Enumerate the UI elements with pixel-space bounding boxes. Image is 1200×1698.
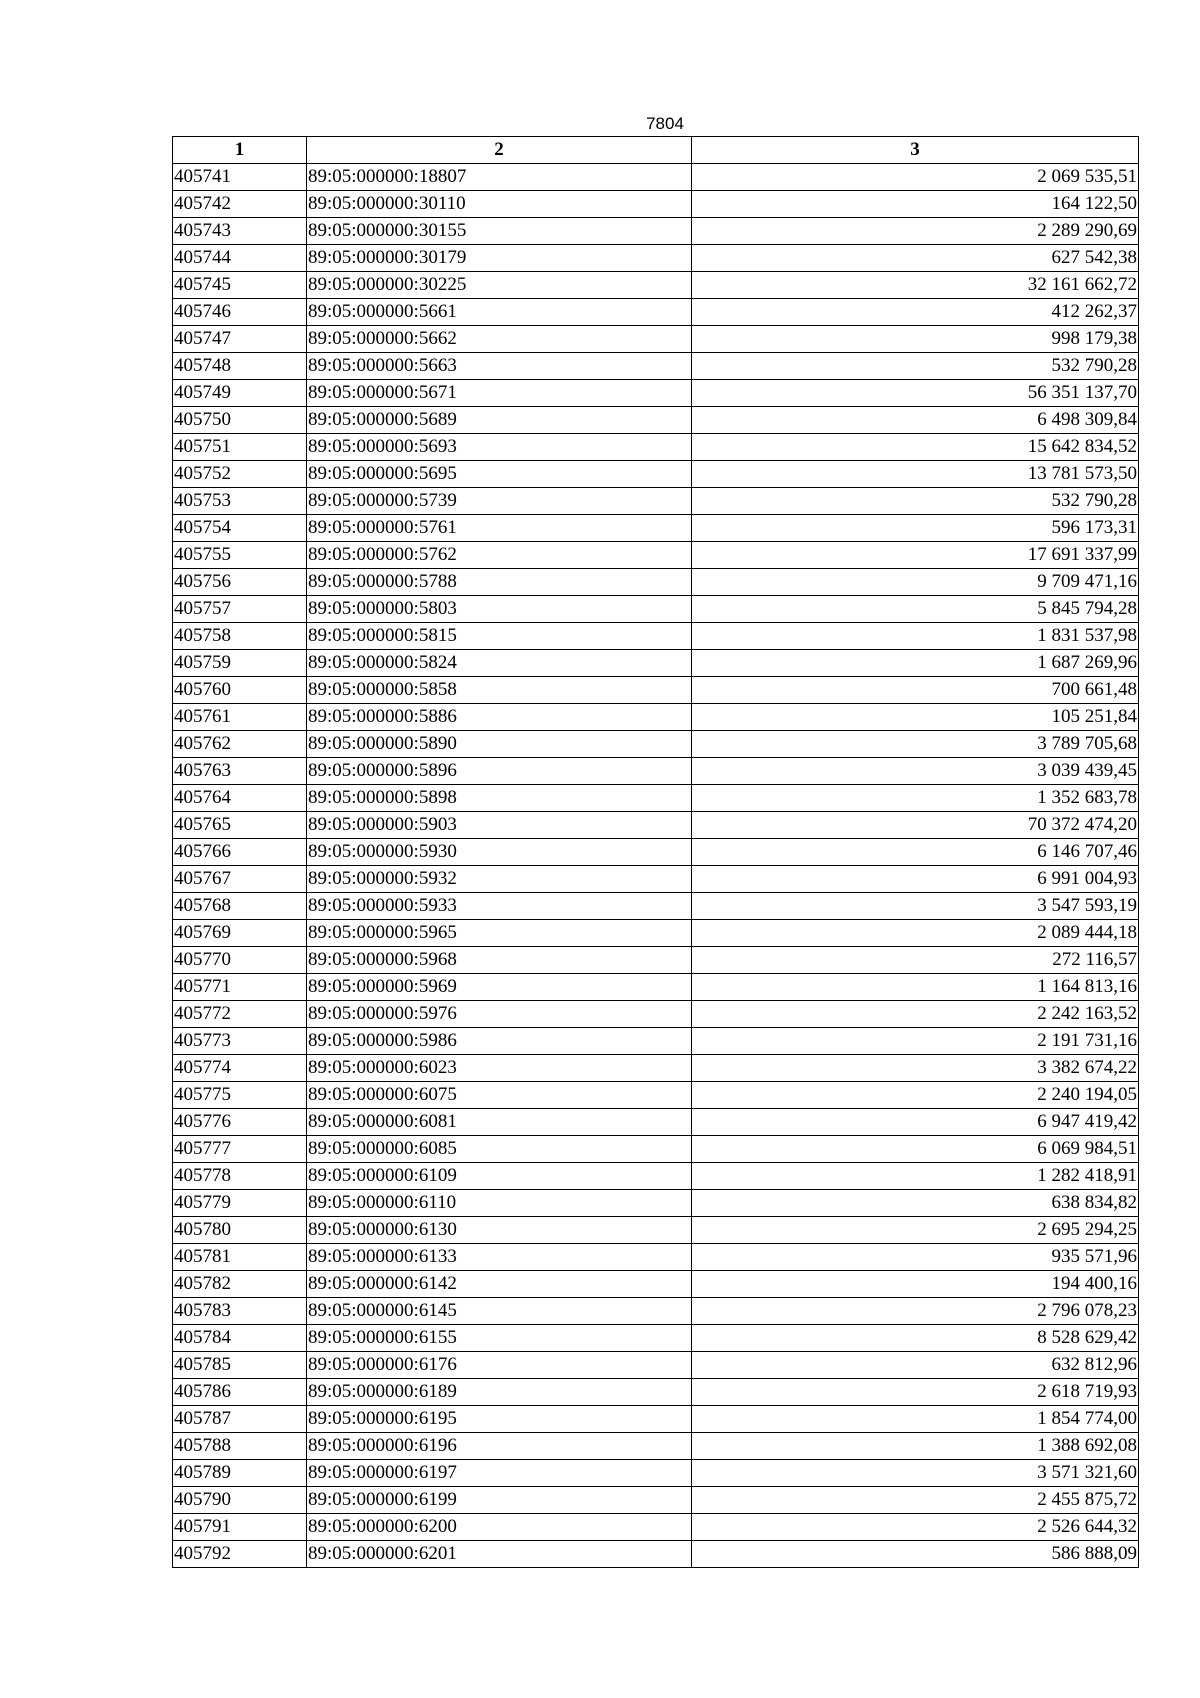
row-number-cell: 405774: [173, 1055, 307, 1082]
table-row: [173, 758, 1139, 785]
value-cell: 596 173,31: [692, 515, 1139, 542]
table-row: [173, 353, 1139, 380]
value-cell: 1 854 774,00: [692, 1406, 1139, 1433]
cadastral-number-cell: 89:05:000000:5824: [307, 650, 692, 677]
table-row: [173, 461, 1139, 488]
row-number-cell: 405778: [173, 1163, 307, 1190]
row-number-cell: 405742: [173, 191, 307, 218]
cadastral-number-cell: 89:05:000000:6081: [307, 1109, 692, 1136]
cadastral-number-cell: 89:05:000000:30225: [307, 272, 692, 299]
row-number-cell: 405771: [173, 974, 307, 1001]
table-row: [173, 812, 1139, 839]
row-number-cell: 405743: [173, 218, 307, 245]
row-number-cell: 405780: [173, 1217, 307, 1244]
cadastral-number-cell: 89:05:000000:5671: [307, 380, 692, 407]
row-number-cell: 405747: [173, 326, 307, 353]
value-cell: 6 069 984,51: [692, 1136, 1139, 1163]
cadastral-number-cell: 89:05:000000:5930: [307, 839, 692, 866]
value-cell: 6 498 309,84: [692, 407, 1139, 434]
table-row: [173, 677, 1139, 704]
row-number-cell: 405784: [173, 1325, 307, 1352]
value-cell: 1 164 813,16: [692, 974, 1139, 1001]
row-number-cell: 405766: [173, 839, 307, 866]
value-cell: 3 547 593,19: [692, 893, 1139, 920]
table-row: [173, 1190, 1139, 1217]
cadastral-number-cell: 89:05:000000:6201: [307, 1541, 692, 1568]
row-number-cell: 405776: [173, 1109, 307, 1136]
value-cell: 70 372 474,20: [692, 812, 1139, 839]
value-cell: 2 618 719,93: [692, 1379, 1139, 1406]
table-row: [173, 893, 1139, 920]
table-row: [173, 623, 1139, 650]
row-number-cell: 405790: [173, 1487, 307, 1514]
table-row: [173, 731, 1139, 758]
cadastral-number-cell: 89:05:000000:5695: [307, 461, 692, 488]
data-table: [172, 136, 1139, 1568]
table-row: [173, 866, 1139, 893]
value-cell: 2 695 294,25: [692, 1217, 1139, 1244]
table-row: [173, 920, 1139, 947]
table-row: [173, 218, 1139, 245]
value-cell: 1 282 418,91: [692, 1163, 1139, 1190]
value-cell: 272 116,57: [692, 947, 1139, 974]
row-number-cell: 405777: [173, 1136, 307, 1163]
value-cell: 1 831 537,98: [692, 623, 1139, 650]
table-row: [173, 974, 1139, 1001]
value-cell: 6 991 004,93: [692, 866, 1139, 893]
cadastral-number-cell: 89:05:000000:5815: [307, 623, 692, 650]
row-number-cell: 405785: [173, 1352, 307, 1379]
row-number-cell: 405757: [173, 596, 307, 623]
table-row: [173, 245, 1139, 272]
row-number-cell: 405781: [173, 1244, 307, 1271]
cadastral-number-cell: 89:05:000000:30110: [307, 191, 692, 218]
table-row: [173, 839, 1139, 866]
value-cell: 3 789 705,68: [692, 731, 1139, 758]
cadastral-number-cell: 89:05:000000:6176: [307, 1352, 692, 1379]
value-cell: 32 161 662,72: [692, 272, 1139, 299]
cadastral-number-cell: 89:05:000000:6155: [307, 1325, 692, 1352]
cadastral-number-cell: 89:05:000000:6200: [307, 1514, 692, 1541]
cadastral-number-cell: 89:05:000000:5762: [307, 542, 692, 569]
cadastral-number-cell: 89:05:000000:5969: [307, 974, 692, 1001]
cadastral-number-cell: 89:05:000000:5661: [307, 299, 692, 326]
table-row: [173, 1109, 1139, 1136]
value-cell: 3 039 439,45: [692, 758, 1139, 785]
table-row: [173, 488, 1139, 515]
table-body: [173, 164, 1139, 1568]
cadastral-number-cell: 89:05:000000:6145: [307, 1298, 692, 1325]
cadastral-number-cell: 89:05:000000:5986: [307, 1028, 692, 1055]
cadastral-number-cell: 89:05:000000:5933: [307, 893, 692, 920]
table-row: [173, 1082, 1139, 1109]
row-number-cell: 405775: [173, 1082, 307, 1109]
value-cell: 3 571 321,60: [692, 1460, 1139, 1487]
table-row: [173, 1541, 1139, 1568]
table-row: [173, 1325, 1139, 1352]
table-row: [173, 1514, 1139, 1541]
row-number-cell: 405761: [173, 704, 307, 731]
table-row: [173, 1352, 1139, 1379]
table-row: [173, 1028, 1139, 1055]
row-number-cell: 405767: [173, 866, 307, 893]
value-cell: 5 845 794,28: [692, 596, 1139, 623]
cadastral-number-cell: 89:05:000000:6109: [307, 1163, 692, 1190]
table-row: [173, 1001, 1139, 1028]
row-number-cell: 405755: [173, 542, 307, 569]
table-row: [173, 947, 1139, 974]
value-cell: 998 179,38: [692, 326, 1139, 353]
value-cell: 6 947 419,42: [692, 1109, 1139, 1136]
value-cell: 2 240 194,05: [692, 1082, 1139, 1109]
value-cell: 1 388 692,08: [692, 1433, 1139, 1460]
cadastral-number-cell: 89:05:000000:5976: [307, 1001, 692, 1028]
value-cell: 2 191 731,16: [692, 1028, 1139, 1055]
value-cell: 935 571,96: [692, 1244, 1139, 1271]
value-cell: 2 289 290,69: [692, 218, 1139, 245]
row-number-cell: 405758: [173, 623, 307, 650]
cadastral-number-cell: 89:05:000000:5693: [307, 434, 692, 461]
value-cell: 8 528 629,42: [692, 1325, 1139, 1352]
table-row: [173, 1487, 1139, 1514]
value-cell: 2 455 875,72: [692, 1487, 1139, 1514]
cadastral-number-cell: 89:05:000000:6189: [307, 1379, 692, 1406]
value-cell: 1 687 269,96: [692, 650, 1139, 677]
table-row: [173, 569, 1139, 596]
row-number-cell: 405772: [173, 1001, 307, 1028]
table-row: [173, 704, 1139, 731]
row-number-cell: 405744: [173, 245, 307, 272]
row-number-cell: 405746: [173, 299, 307, 326]
row-number-cell: 405753: [173, 488, 307, 515]
table-row: [173, 191, 1139, 218]
table-row: [173, 407, 1139, 434]
row-number-cell: 405751: [173, 434, 307, 461]
cadastral-number-cell: 89:05:000000:5898: [307, 785, 692, 812]
value-cell: 532 790,28: [692, 488, 1139, 515]
value-cell: 586 888,09: [692, 1541, 1139, 1568]
cadastral-number-cell: 89:05:000000:5903: [307, 812, 692, 839]
value-cell: 6 146 707,46: [692, 839, 1139, 866]
value-cell: 2 242 163,52: [692, 1001, 1139, 1028]
table-row: [173, 785, 1139, 812]
value-cell: 13 781 573,50: [692, 461, 1139, 488]
column-header-1: 1: [173, 137, 307, 164]
table-row: [173, 596, 1139, 623]
table-row: [173, 650, 1139, 677]
row-number-cell: 405765: [173, 812, 307, 839]
cadastral-number-cell: 89:05:000000:5968: [307, 947, 692, 974]
value-cell: 1 352 683,78: [692, 785, 1139, 812]
cadastral-number-cell: 89:05:000000:30155: [307, 218, 692, 245]
table-row: [173, 326, 1139, 353]
table-row: [173, 272, 1139, 299]
column-header-2: 2: [307, 137, 692, 164]
cadastral-number-cell: 89:05:000000:5896: [307, 758, 692, 785]
row-number-cell: 405748: [173, 353, 307, 380]
row-number-cell: 405745: [173, 272, 307, 299]
row-number-cell: 405770: [173, 947, 307, 974]
cadastral-number-cell: 89:05:000000:6197: [307, 1460, 692, 1487]
row-number-cell: 405779: [173, 1190, 307, 1217]
table-row: [173, 542, 1139, 569]
table-row: [173, 434, 1139, 461]
table-row: [173, 1460, 1139, 1487]
value-cell: 2 526 644,32: [692, 1514, 1139, 1541]
value-cell: 15 642 834,52: [692, 434, 1139, 461]
table-row: [173, 1163, 1139, 1190]
cadastral-number-cell: 89:05:000000:5932: [307, 866, 692, 893]
table-row: [173, 1379, 1139, 1406]
table-row: [173, 1217, 1139, 1244]
value-cell: 627 542,38: [692, 245, 1139, 272]
value-cell: 3 382 674,22: [692, 1055, 1139, 1082]
table-row: [173, 1244, 1139, 1271]
value-cell: 9 709 471,16: [692, 569, 1139, 596]
value-cell: 638 834,82: [692, 1190, 1139, 1217]
value-cell: 532 790,28: [692, 353, 1139, 380]
row-number-cell: 405764: [173, 785, 307, 812]
row-number-cell: 405754: [173, 515, 307, 542]
row-number-cell: 405749: [173, 380, 307, 407]
cadastral-number-cell: 89:05:000000:5858: [307, 677, 692, 704]
value-cell: 632 812,96: [692, 1352, 1139, 1379]
cadastral-number-cell: 89:05:000000:6142: [307, 1271, 692, 1298]
row-number-cell: 405763: [173, 758, 307, 785]
row-number-cell: 405792: [173, 1541, 307, 1568]
row-number-cell: 405786: [173, 1379, 307, 1406]
row-number-cell: 405783: [173, 1298, 307, 1325]
row-number-cell: 405787: [173, 1406, 307, 1433]
cadastral-number-cell: 89:05:000000:5662: [307, 326, 692, 353]
cadastral-number-cell: 89:05:000000:5788: [307, 569, 692, 596]
value-cell: 2 069 535,51: [692, 164, 1139, 191]
cadastral-number-cell: 89:05:000000:6199: [307, 1487, 692, 1514]
value-cell: 2 796 078,23: [692, 1298, 1139, 1325]
row-number-cell: 405760: [173, 677, 307, 704]
row-number-cell: 405756: [173, 569, 307, 596]
cadastral-number-cell: 89:05:000000:6023: [307, 1055, 692, 1082]
table-row: [173, 380, 1139, 407]
table-header-row: [173, 137, 1139, 164]
cadastral-number-cell: 89:05:000000:6195: [307, 1406, 692, 1433]
cadastral-number-cell: 89:05:000000:6196: [307, 1433, 692, 1460]
row-number-cell: 405752: [173, 461, 307, 488]
row-number-cell: 405788: [173, 1433, 307, 1460]
row-number-cell: 405759: [173, 650, 307, 677]
value-cell: 56 351 137,70: [692, 380, 1139, 407]
value-cell: 700 661,48: [692, 677, 1139, 704]
cadastral-number-cell: 89:05:000000:6110: [307, 1190, 692, 1217]
cadastral-number-cell: 89:05:000000:6085: [307, 1136, 692, 1163]
cadastral-number-cell: 89:05:000000:5663: [307, 353, 692, 380]
value-cell: 2 089 444,18: [692, 920, 1139, 947]
cadastral-number-cell: 89:05:000000:6133: [307, 1244, 692, 1271]
cadastral-number-cell: 89:05:000000:5739: [307, 488, 692, 515]
cadastral-number-cell: 89:05:000000:30179: [307, 245, 692, 272]
column-header-3: 3: [692, 137, 1139, 164]
row-number-cell: 405791: [173, 1514, 307, 1541]
value-cell: 412 262,37: [692, 299, 1139, 326]
row-number-cell: 405750: [173, 407, 307, 434]
row-number-cell: 405741: [173, 164, 307, 191]
cadastral-number-cell: 89:05:000000:5803: [307, 596, 692, 623]
table-row: [173, 164, 1139, 191]
table-row: [173, 1433, 1139, 1460]
table-row: [173, 1136, 1139, 1163]
cadastral-number-cell: 89:05:000000:5890: [307, 731, 692, 758]
cadastral-number-cell: 89:05:000000:5689: [307, 407, 692, 434]
table-row: [173, 1055, 1139, 1082]
row-number-cell: 405789: [173, 1460, 307, 1487]
table-row: [173, 1406, 1139, 1433]
cadastral-number-cell: 89:05:000000:5761: [307, 515, 692, 542]
cadastral-number-cell: 89:05:000000:5965: [307, 920, 692, 947]
row-number-cell: 405782: [173, 1271, 307, 1298]
table-row: [173, 1298, 1139, 1325]
cadastral-number-cell: 89:05:000000:18807: [307, 164, 692, 191]
row-number-cell: 405762: [173, 731, 307, 758]
table-row: [173, 515, 1139, 542]
table-row: [173, 299, 1139, 326]
value-cell: 194 400,16: [692, 1271, 1139, 1298]
row-number-cell: 405768: [173, 893, 307, 920]
value-cell: 17 691 337,99: [692, 542, 1139, 569]
table-row: [173, 1271, 1139, 1298]
cadastral-number-cell: 89:05:000000:6130: [307, 1217, 692, 1244]
page-number: 7804: [646, 114, 684, 133]
row-number-cell: 405769: [173, 920, 307, 947]
cadastral-number-cell: 89:05:000000:6075: [307, 1082, 692, 1109]
value-cell: 105 251,84: [692, 704, 1139, 731]
row-number-cell: 405773: [173, 1028, 307, 1055]
cadastral-number-cell: 89:05:000000:5886: [307, 704, 692, 731]
value-cell: 164 122,50: [692, 191, 1139, 218]
